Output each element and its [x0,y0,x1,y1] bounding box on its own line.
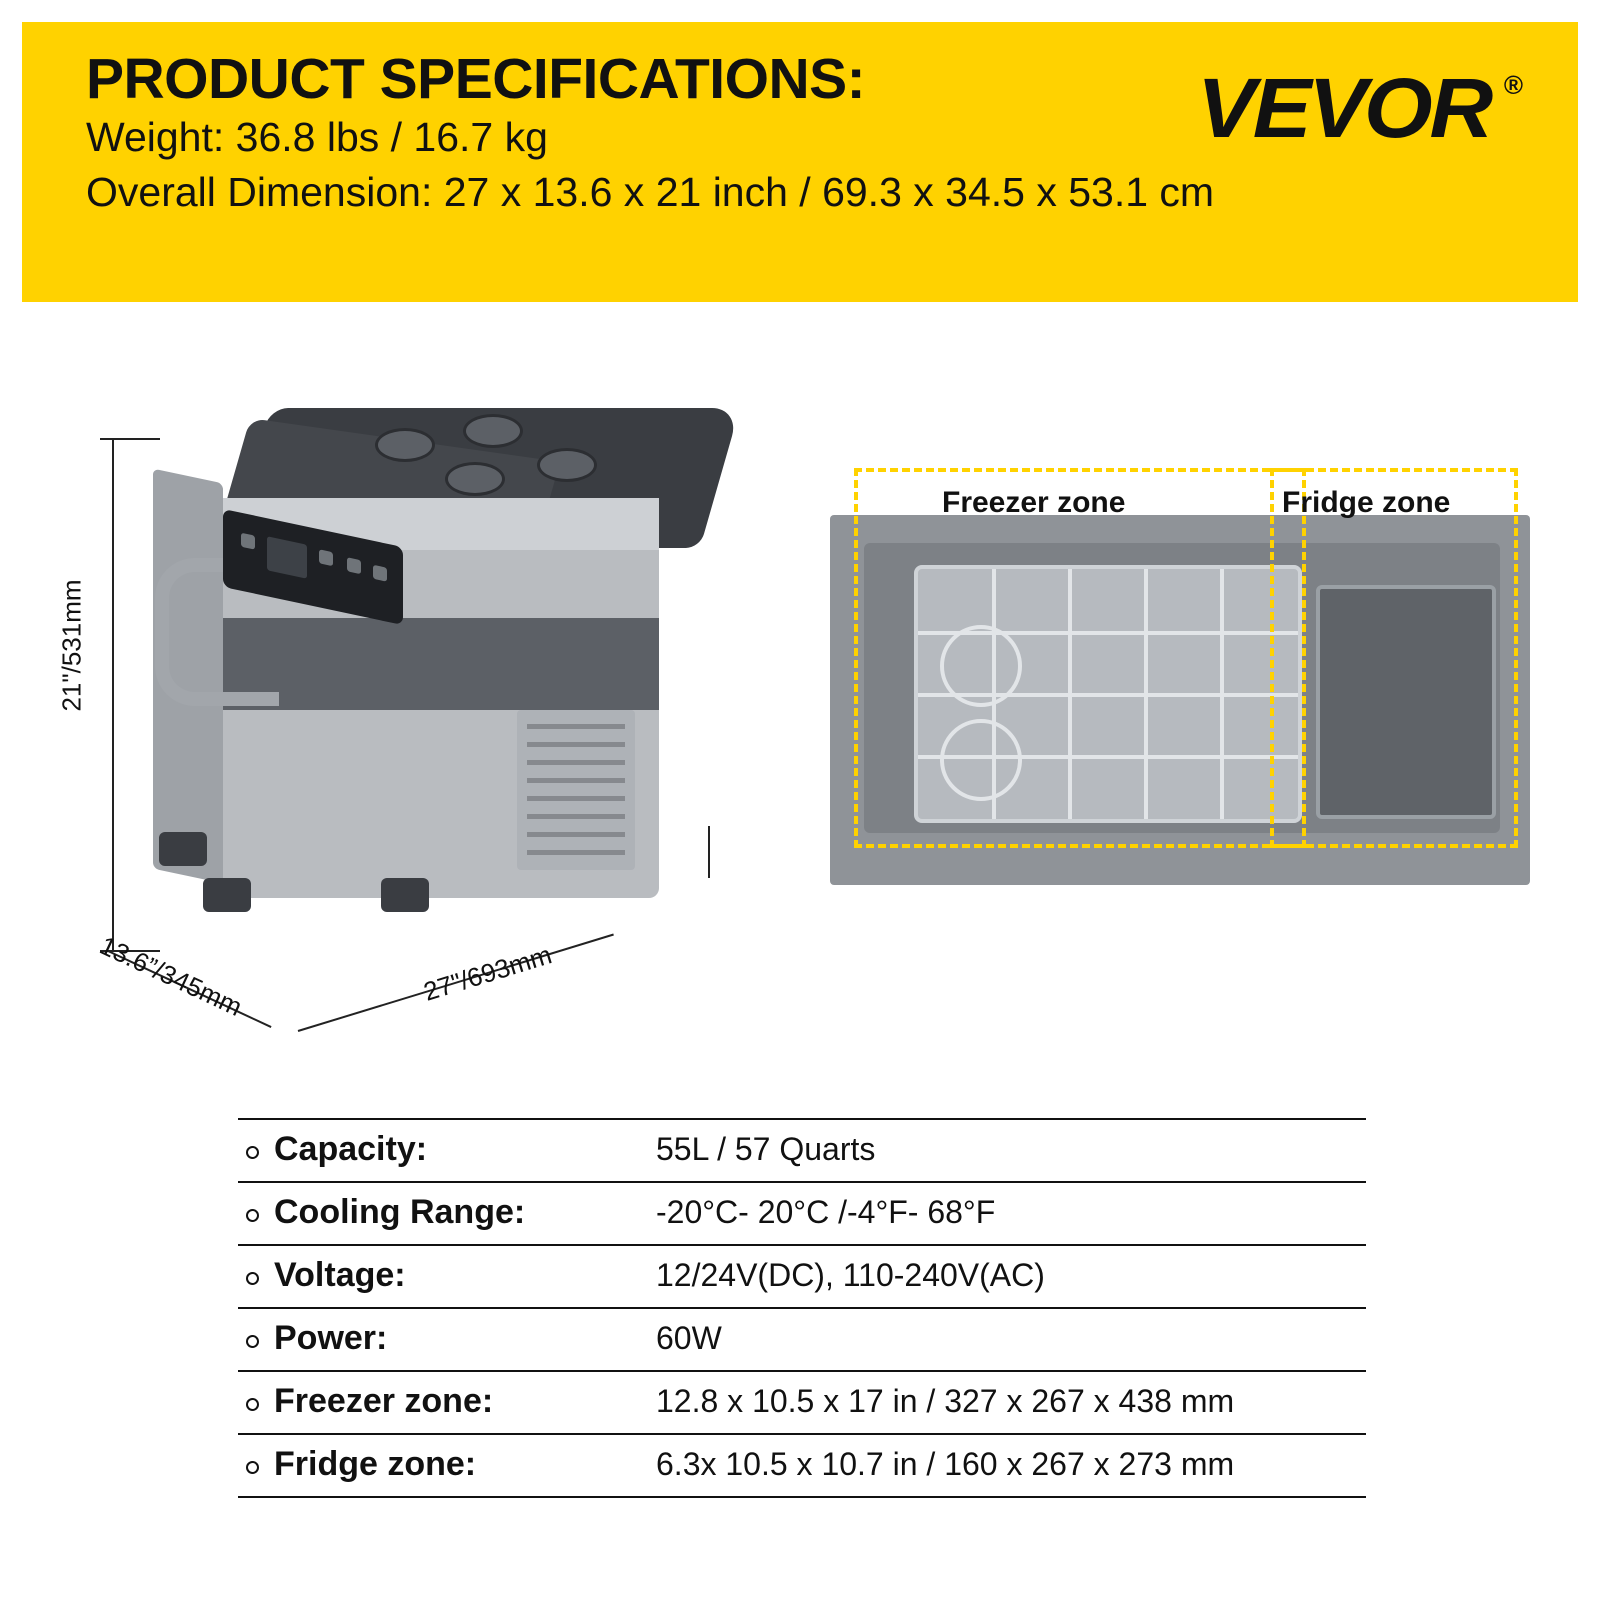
table-row [238,1308,1366,1371]
portable-fridge-illustration [145,380,775,980]
header-dimension: Overall Dimension: 27 x 13.6 x 21 inch / 69.3 x 34.5 x 53.1 cm [86,169,1215,216]
freezer-zone-label: Freezer zone [942,486,1126,519]
header-weight: Weight: 36.8 lbs / 16.7 kg [86,113,548,160]
registered-mark-icon: ® [1503,70,1523,100]
spec-value: 60W [656,1320,722,1356]
spec-key: Fridge zone: [238,1434,634,1497]
cup-holder-icon [445,462,505,496]
freezer-zone-outline [854,468,1306,848]
spec-key: Capacity: [238,1119,634,1182]
spec-key: Voltage: [238,1245,634,1308]
panel-button-icon [347,557,361,574]
ventilation-grille [517,710,635,870]
fridge-zone-outline [1270,468,1518,848]
spec-value: 6.3x 10.5 x 10.7 in / 160 x 267 x 273 mm [656,1446,1235,1482]
fridge-foot [381,878,429,912]
spec-value: 55L / 57 Quarts [656,1131,876,1167]
specifications-table [238,1118,1366,1498]
spec-value: 12/24V(DC), 110-240V(AC) [656,1257,1045,1293]
product-dimension-figure [56,330,820,1050]
header-banner [22,22,1578,302]
zones-figure [830,440,1550,920]
fridge-foot [159,832,207,866]
cup-holder-icon [375,428,435,462]
spec-key: Power: [238,1308,634,1371]
table-row [238,1371,1366,1434]
spec-key: Freezer zone: [238,1371,634,1434]
width-dimension-tick [708,826,710,878]
cup-holder-icon [537,448,597,482]
table-row [238,1182,1366,1245]
table-row [238,1119,1366,1182]
panel-button-icon [373,565,387,582]
height-dimension-label: 21"/531mm [56,579,87,712]
cup-holder-icon [463,414,523,448]
page-title: PRODUCT SPECIFICATIONS: [86,47,866,111]
table-row [238,1245,1366,1308]
depth-dimension-label: 13.6”/345mm [95,930,247,1022]
table-row [238,1434,1366,1497]
brand-logo: VEVOR [1196,61,1490,155]
spec-value: 12.8 x 10.5 x 17 in / 327 x 267 x 438 mm [656,1383,1235,1419]
height-dimension-tick-top [100,438,160,440]
panel-button-icon [241,533,255,550]
panel-display-icon [267,536,307,579]
fridge-zone-label: Fridge zone [1282,486,1451,519]
height-dimension-line [112,438,114,950]
spec-value: -20°C- 20°C /-4°F- 68°F [656,1194,996,1230]
panel-button-icon [319,549,333,566]
fridge-foot [203,878,251,912]
spec-key: Cooling Range: [238,1182,634,1245]
width-dimension-label: 27"/693mm [420,939,556,1007]
